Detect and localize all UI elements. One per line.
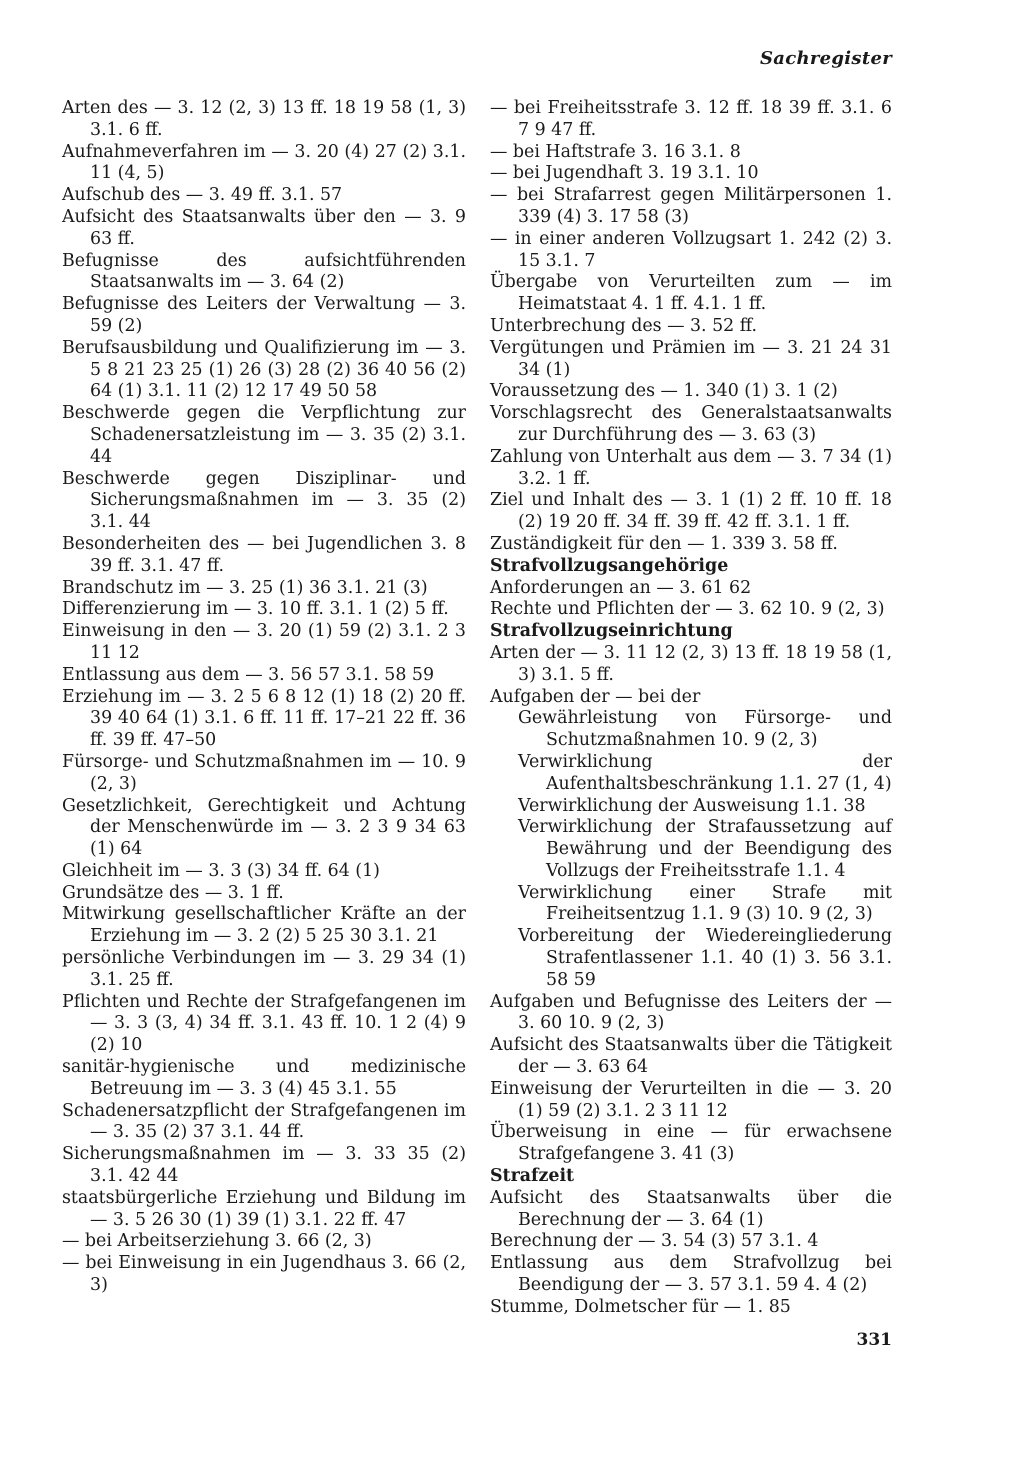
index-entry: Voraussetzung des — 1. 340 (1) 3. 1 (2) bbox=[490, 381, 838, 402]
index-entry: Einweisung der Verurteilten in die — 3. 20 (1) 59 (2) 3.1. 2 3 11 12 bbox=[490, 1078, 892, 1121]
index-entry: Einweisung in den — 3. 20 (1) 59 (2) 3.1. 2 3 11 12 bbox=[62, 621, 466, 663]
index-entry: Befugnisse des Leiters der Verwaltung — 3. 59 (2) bbox=[62, 294, 466, 336]
index-column-left bbox=[62, 98, 466, 1297]
index-entry: Beschwerde gegen die Verpflichtung zur Schadenersatzleistung im — 3. 35 (2) 3.1. 44 bbox=[62, 403, 466, 467]
index-entry: Verwirklichung der Aufenthaltsbeschränkung 1.1. 27 (1, 4) bbox=[518, 751, 892, 794]
index-entry: Unterbrechung des — 3. 52 ff. bbox=[490, 315, 758, 336]
index-entry: Schadenersatzpflicht der Strafgefangenen im — 3. 35 (2) 37 3.1. 44 ff. bbox=[62, 1100, 466, 1143]
index-entry: Berufsausbildung und Qualifizierung im — 3. 5 8 21 23 25 (1) 26 (3) 28 (2) 36 40 56 (2) 64 (1) 3.1. 11 (2) 12 17 49 50 58 bbox=[62, 337, 466, 402]
index-entry: Zahlung von Unterhalt aus dem — 3. 7 34 (1) 3.2. 1 ff. bbox=[490, 446, 892, 489]
index-entry: Arten der — 3. 11 12 (2, 3) 13 ff. 18 19 58 (1, 3) 3.1. 5 ff. bbox=[490, 642, 892, 685]
index-entry: Stumme, Dolmetscher für — 1. 85 bbox=[490, 1296, 791, 1317]
index-entry: Zuständigkeit für den — 1. 339 3. 58 ff. bbox=[490, 533, 838, 554]
index-entry: — bei Freiheitsstrafe 3. 12 ff. 18 39 ff. 3.1. 6 7 9 47 ff. bbox=[490, 98, 892, 140]
index-entry: Berechnung der — 3. 54 (3) 57 3.1. 4 bbox=[490, 1231, 819, 1252]
index-entry: Besonderheiten des — bei Jugendlichen 3. 8 39 ff. 3.1. 47 ff. bbox=[62, 533, 466, 576]
index-entry: Aufschub des — 3. 49 ff. 3.1. 57 bbox=[62, 185, 343, 206]
index-entry: Rechte und Pflichten der — 3. 62 10. 9 (2, 3) bbox=[490, 599, 885, 620]
index-entry: Vergütungen und Prämien im — 3. 21 24 31 34 (1) bbox=[490, 337, 892, 380]
index-heading: Strafzeit bbox=[490, 1166, 575, 1187]
index-column-right bbox=[490, 98, 892, 1319]
index-entry: sanitär-hygienische und medizinische Betreuung im — 3. 3 (4) 45 3.1. 55 bbox=[62, 1057, 466, 1099]
index-entry: Fürsorge- und Schutzmaßnahmen im — 10. 9 (2, 3) bbox=[62, 751, 466, 794]
index-entry: Aufgaben der — bei der bbox=[490, 686, 701, 707]
index-entry: Brandschutz im — 3. 25 (1) 36 3.1. 21 (3) bbox=[62, 577, 428, 598]
index-entry: Übergabe von Verurteilten zum — im Heimatstaat 4. 1 ff. 4.1. 1 ff. bbox=[490, 272, 892, 315]
index-entry: persönliche Verbindungen im — 3. 29 34 (1) 3.1. 25 ff. bbox=[62, 948, 466, 990]
index-entry: — bei Einweisung in ein Jugendhaus 3. 66 (2, 3) bbox=[62, 1253, 466, 1296]
index-entry: — in einer anderen Vollzugsart 1. 242 (2) 3. 15 3.1. 7 bbox=[490, 228, 892, 271]
index-entry: Befugnisse des aufsichtführenden Staatsanwalts im — 3. 64 (2) bbox=[62, 250, 466, 293]
index-entry: Ziel und Inhalt des — 3. 1 (1) 2 ff. 10 ff. 18 (2) 19 20 ff. 34 ff. 39 ff. 42 ff. 3.1. 1 ff. bbox=[490, 490, 892, 533]
index-entry: Verwirklichung einer Strafe mit Freiheitsentzug 1.1. 9 (3) 10. 9 (2, 3) bbox=[518, 882, 892, 925]
index-entry: Aufnahmeverfahren im — 3. 20 (4) 27 (2) 3.1. 11 (4, 5) bbox=[62, 141, 466, 184]
index-entry: Pflichten und Rechte der Strafgefangenen im — 3. 3 (3, 4) 34 ff. 3.1. 43 ff. 10. 1 2 (4) 9 (2) 10 bbox=[62, 991, 466, 1056]
index-entry: Aufgaben und Befugnisse des Leiters der — 3. 60 10. 9 (2, 3) bbox=[490, 991, 892, 1034]
index-entry: Beschwerde gegen Disziplinar- und Sicherungsmaßnahmen im — 3. 35 (2) 3.1. 44 bbox=[62, 468, 466, 533]
index-entry: staatsbürgerliche Erziehung und Bildung im — 3. 5 26 30 (1) 39 (1) 3.1. 22 ff. 47 bbox=[62, 1187, 466, 1230]
index-entry: Verwirklichung der Ausweisung 1.1. 38 bbox=[518, 795, 866, 816]
index-entry: — bei Arbeitserziehung 3. 66 (2, 3) bbox=[62, 1231, 372, 1252]
index-entry: Arten des — 3. 12 (2, 3) 13 ff. 18 19 58 (1, 3) 3.1. 6 ff. bbox=[62, 98, 466, 140]
index-entry: Verwirklichung der Strafaussetzung auf Bewährung und der Beendigung des Vollzugs der Freiheitsstrafe 1.1. 4 bbox=[518, 817, 892, 881]
index-entry: Differenzierung im — 3. 10 ff. 3.1. 1 (2) 5 ff. bbox=[62, 599, 449, 620]
index-entry: Vorbereitung der Wiedereingliederung Strafentlassener 1.1. 40 (1) 3. 56 3.1. 58 59 bbox=[518, 926, 892, 990]
index-entry: Sicherungsmaßnahmen im — 3. 33 35 (2) 3.1. 42 44 bbox=[62, 1144, 466, 1187]
index-entry: Vorschlagsrecht des Generalstaatsanwalts zur Durchführung des — 3. 63 (3) bbox=[490, 403, 892, 445]
index-entry: Gewährleistung von Fürsorge- und Schutzmaßnahmen 10. 9 (2, 3) bbox=[518, 708, 892, 751]
index-entry: — bei Haftstrafe 3. 16 3.1. 8 bbox=[490, 141, 741, 162]
index-entry: Erziehung im — 3. 2 5 6 8 12 (1) 18 (2) 20 ff. 39 40 64 (1) 3.1. 6 ff. 11 ff. 17–21 22 ff. 36 ff. 39 ff. 47–50 bbox=[62, 686, 466, 751]
index-entry: Aufsicht des Staatsanwalts über den — 3. 9 63 ff. bbox=[62, 206, 466, 249]
index-entry: Mitwirkung gesellschaftlicher Kräfte an der Erziehung im — 3. 2 (2) 5 25 30 3.1. 21 bbox=[62, 904, 466, 947]
index-entry: Grundsätze des — 3. 1 ff. bbox=[62, 882, 284, 903]
index-entry: Gesetzlichkeit, Gerechtigkeit und Achtung der Menschenwürde im — 3. 2 3 9 34 63 (1) 64 bbox=[62, 795, 466, 860]
index-heading: Strafvollzugseinrichtung bbox=[490, 621, 733, 642]
index-entry: Entlassung aus dem — 3. 56 57 3.1. 58 59 bbox=[62, 664, 435, 685]
index-entry: Anforderungen an — 3. 61 62 bbox=[490, 577, 752, 598]
index-entry: Aufsicht des Staatsanwalts über die Tätigkeit der — 3. 63 64 bbox=[490, 1035, 892, 1078]
index-heading: Strafvollzugsangehörige bbox=[490, 555, 729, 576]
index-entry: — bei Jugendhaft 3. 19 3.1. 10 bbox=[490, 163, 759, 184]
page-number: 331 bbox=[856, 1330, 892, 1350]
index-entry: — bei Strafarrest gegen Militärpersonen 1. 339 (4) 3. 17 58 (3) bbox=[490, 185, 892, 227]
index-entry: Entlassung aus dem Strafvollzug bei Beendigung der — 3. 57 3.1. 59 4. 4 (2) bbox=[490, 1253, 892, 1296]
running-header: Sachregister bbox=[759, 48, 892, 69]
index-entry: Gleichheit im — 3. 3 (3) 34 ff. 64 (1) bbox=[62, 860, 380, 881]
index-entry: Überweisung in eine — für erwachsene Strafgefangene 3. 41 (3) bbox=[490, 1122, 892, 1165]
index-entry: Aufsicht des Staatsanwalts über die Berechnung der — 3. 64 (1) bbox=[490, 1187, 892, 1230]
